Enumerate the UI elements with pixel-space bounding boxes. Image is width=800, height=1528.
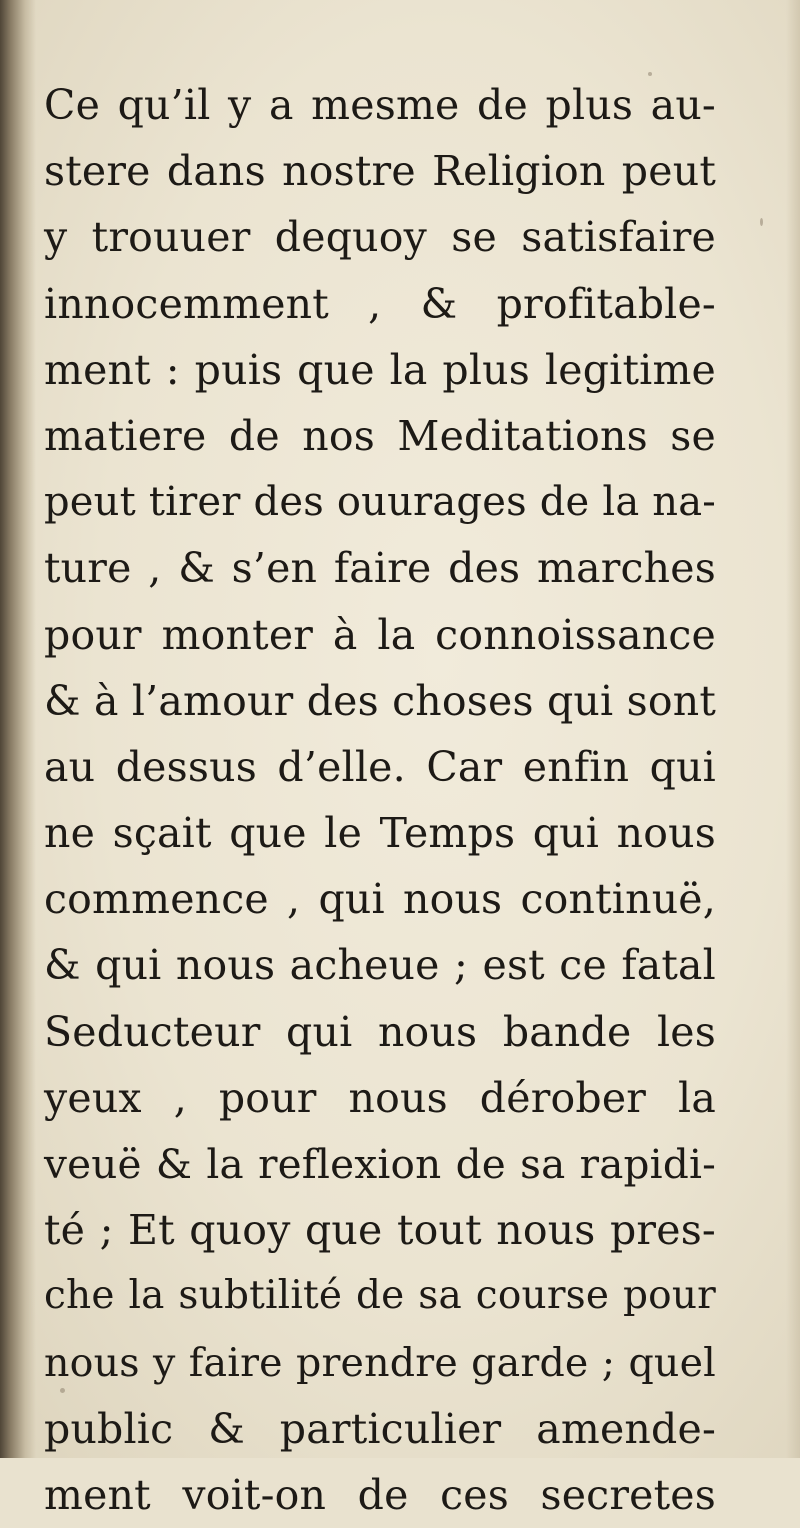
text-line: té ; Et quoy que tout nous pres- — [44, 1206, 716, 1255]
text-line: ture , & s’en faire des marches — [44, 544, 716, 593]
text-line: Seducteur qui nous bande les — [44, 1007, 716, 1056]
text-line: stere dans nostre Religion peut — [44, 147, 716, 196]
text-line: che la subtilité de sa course pour — [44, 1273, 716, 1319]
text-line: ment voit-on de ces secretes — [44, 1470, 716, 1519]
text-line: ment : puis que la plus legitime — [44, 345, 716, 394]
text-line: innocemment , & profitable- — [44, 279, 716, 328]
text-line: matiere de nos Meditations se — [44, 411, 716, 460]
text-line: public & particulier amende- — [44, 1404, 716, 1453]
body-text — [44, 72, 716, 1528]
text-line: au dessus d’elle. Car enfin qui — [44, 742, 716, 791]
text-line: ne sçait que le Temps qui nous — [44, 809, 716, 858]
text-line: commence , qui nous continuë, — [44, 875, 716, 924]
text-line: pour monter à la connoissance — [44, 610, 716, 659]
text-line: nous y faire prendre garde ; quel — [44, 1339, 716, 1386]
page-edge — [786, 0, 800, 1458]
text-line: veuë & la reflexion de sa rapidi- — [44, 1140, 716, 1188]
text-line: Ce qu’il y a mesme de plus au- — [44, 81, 716, 129]
text-line: yeux , pour nous dérober la — [44, 1073, 716, 1122]
text-line: & qui nous acheue ; est ce fatal — [44, 941, 716, 990]
text-line: y trouuer dequoy se satisfaire — [44, 213, 716, 262]
text-line: & à l’amour des choses qui sont — [44, 676, 716, 725]
binding-shadow — [0, 0, 36, 1458]
paper-speck — [760, 218, 763, 226]
text-line: peut tirer des ouurages de la na- — [44, 479, 717, 526]
